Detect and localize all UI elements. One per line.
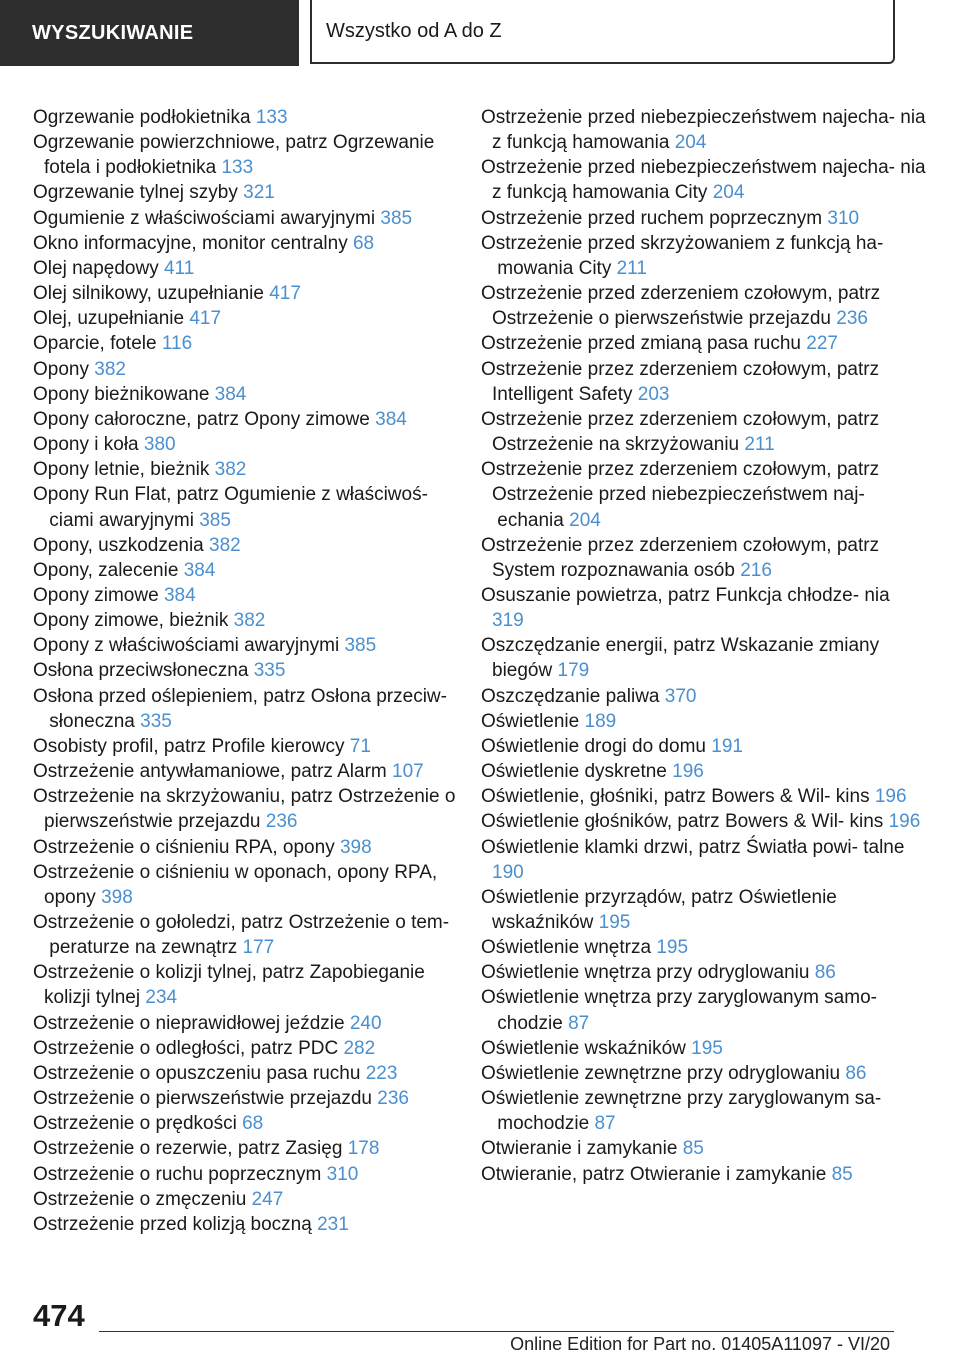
index-entry-term: Osuszanie powietrza, patrz Funkcja chłodze- nia xyxy=(481,584,890,606)
index-entry xyxy=(33,331,458,356)
index-entry-term: Oparcie, fotele xyxy=(33,333,157,355)
index-entry xyxy=(33,583,458,608)
index-entry xyxy=(33,784,458,834)
index-entry-term: Ostrzeżenie przed zmianą pasa ruchu xyxy=(481,333,801,355)
index-entry-term: Opony Run Flat, patrz Ogumienie z właściwoś- ciami awaryjnymi xyxy=(33,484,428,531)
index-entry xyxy=(481,784,926,809)
page-reference-link[interactable]: 227 xyxy=(806,333,838,355)
page-reference-link[interactable]: 384 xyxy=(163,584,196,606)
index-entry xyxy=(481,357,926,407)
index-entry xyxy=(33,1061,458,1086)
index-entry xyxy=(33,105,458,130)
index-entry xyxy=(33,432,458,457)
index-entry-term: Ostrzeżenie o ciśnieniu RPA, opony xyxy=(33,836,335,858)
edition-footer: Online Edition for Part no. 01405A11097 - VI/20 xyxy=(510,1334,890,1354)
index-entry-term: Olej silnikowy, uzupełnianie xyxy=(33,283,264,305)
index-entry-term: Opony, zalecenie xyxy=(33,559,179,581)
index-entry xyxy=(33,180,458,205)
page-reference-link[interactable]: 196 xyxy=(672,761,704,783)
index-entry-term: Oświetlenie wnętrza przy odryglowaniu xyxy=(481,962,810,984)
page-reference-link[interactable]: 398 xyxy=(339,836,372,858)
index-entry-term: Ostrzeżenie przed niebezpieczeństwem najecha- nia z funkcją hamowania xyxy=(481,107,926,154)
index-entry-term: Osobisty profil, patrz Profile kierowcy xyxy=(33,735,345,757)
index-entry xyxy=(33,558,458,583)
page-reference-link[interactable]: 335 xyxy=(253,660,286,682)
page-reference-link[interactable]: 385 xyxy=(199,509,231,531)
index-entry-term: Ostrzeżenie o nieprawidłowej jeździe xyxy=(33,1012,345,1034)
index-entry xyxy=(481,709,926,734)
index-entry-term: Ostrzeżenie o opuszczeniu pasa ruchu xyxy=(33,1062,361,1084)
index-entry xyxy=(481,1036,926,1061)
page-reference-link[interactable]: 87 xyxy=(568,1012,590,1034)
page-header xyxy=(0,0,960,66)
page-reference-link[interactable]: 107 xyxy=(392,761,424,783)
page-reference-link[interactable]: 417 xyxy=(189,308,222,330)
index-entry-term: Oświetlenie zewnętrzne przy odryglowaniu xyxy=(481,1062,841,1084)
index-entry-term: Oświetlenie dyskretne xyxy=(481,761,667,783)
index-entry-term: Oświetlenie klamki drzwi, patrz Światła powi- talne xyxy=(481,836,905,858)
page-reference-link[interactable]: 234 xyxy=(145,987,178,1009)
index-entry xyxy=(481,331,926,356)
index-entry-term: Ogrzewanie powierzchniowe, patrz Ogrzewanie fotela i podłokietnika xyxy=(33,132,435,179)
index-entry-term: Otwieranie i zamykanie xyxy=(481,1138,678,1160)
index-entry-term: Opony zimowe xyxy=(33,584,159,606)
index-entry-term: Oszczędzanie energii, patrz Wskazanie zmiany biegów xyxy=(481,635,880,682)
index-entry xyxy=(481,835,926,885)
index-entry-term: Ostrzeżenie o ciśnieniu w oponach, opony RPA, opony xyxy=(33,861,438,908)
index-entry xyxy=(33,684,458,734)
page-reference-link[interactable]: 382 xyxy=(233,610,266,632)
index-entry xyxy=(481,985,926,1035)
page-reference-link[interactable]: 335 xyxy=(140,710,172,732)
index-entry-term: Ostrzeżenie przez zderzeniem czołowym, patrz Ostrzeżenie przed niebezpieczeństwem naj- echania xyxy=(481,459,880,531)
index-column-right xyxy=(481,105,926,1187)
page-reference-link[interactable]: 236 xyxy=(377,1088,409,1110)
index-entry xyxy=(481,960,926,985)
index-entry-term: Ostrzeżenie przed ruchem poprzecznym xyxy=(481,207,823,229)
index-entry-term: Ostrzeżenie przez zderzeniem czołowym, patrz Intelligent Safety xyxy=(481,358,880,405)
page-reference-link[interactable]: 385 xyxy=(344,635,377,657)
index-entry xyxy=(481,281,926,331)
index-entry-term: Opony zimowe, bieżnik xyxy=(33,610,229,632)
page-reference-link[interactable]: 85 xyxy=(682,1138,704,1160)
page-reference-link[interactable]: 240 xyxy=(349,1012,382,1034)
page-reference-link[interactable]: 282 xyxy=(343,1037,376,1059)
index-entry xyxy=(33,1111,458,1136)
index-entry-term: Ostrzeżenie na skrzyżowaniu, patrz Ostrzeżenie o pierwszeństwie przejazdu xyxy=(33,786,456,833)
index-entry-term: Oświetlenie głośników, patrz Bowers & Wil- kins xyxy=(481,811,884,833)
index-entry xyxy=(481,407,926,457)
page-reference-link[interactable]: 385 xyxy=(380,207,413,229)
page-reference-link[interactable]: 236 xyxy=(265,811,298,833)
page-reference-link[interactable]: 85 xyxy=(831,1163,853,1185)
page-reference-link[interactable]: 382 xyxy=(209,534,241,556)
index-entry-term: Ostrzeżenie o zmęczeniu xyxy=(33,1188,247,1210)
page-reference-link[interactable]: 382 xyxy=(214,459,247,481)
index-entry-term: Oświetlenie drogi do domu xyxy=(481,735,706,757)
page-reference-link[interactable]: 68 xyxy=(352,232,375,254)
index-entry xyxy=(481,155,926,205)
index-entry-term: Ostrzeżenie przez zderzeniem czołowym, patrz Ostrzeżenie na skrzyżowaniu xyxy=(481,408,880,456)
index-entry xyxy=(481,105,926,155)
index-entry-term: Ogrzewanie podłokietnika xyxy=(33,107,251,128)
index-entry-term: Ostrzeżenie przez zderzeniem czołowym, patrz System rozpoznawania osób xyxy=(481,534,880,581)
index-entry xyxy=(481,1086,926,1136)
index-entry xyxy=(33,256,458,281)
page-reference-link[interactable]: 71 xyxy=(349,735,371,757)
index-entry-term: Oświetlenie wnętrza przy zaryglowanym samo- chodzie xyxy=(481,987,877,1034)
page-reference-link[interactable]: 380 xyxy=(143,434,176,456)
index-entry-term: Oświetlenie, głośniki, patrz Bowers & Wil- kins xyxy=(481,786,870,808)
index-entry-term: Opony całoroczne, patrz Opony zimowe xyxy=(33,408,370,430)
index-entry xyxy=(33,658,458,683)
index-entry xyxy=(481,206,926,231)
index-entry xyxy=(33,1086,458,1111)
index-entry xyxy=(33,130,458,180)
index-entry-term: Ostrzeżenie o prędkości xyxy=(33,1113,237,1135)
index-entry xyxy=(33,357,458,382)
page-reference-link[interactable]: 384 xyxy=(375,408,407,430)
page-reference-link[interactable]: 211 xyxy=(744,434,775,456)
index-entry-term: Opony xyxy=(33,358,89,380)
chapter-title-tab: Wszystko od A do Z xyxy=(310,0,895,64)
index-entry xyxy=(33,382,458,407)
index-entry-term: Otwieranie, patrz Otwieranie i zamykanie xyxy=(481,1163,827,1185)
page-reference-link[interactable]: 133 xyxy=(255,107,288,128)
index-entry-term: Oszczędzanie paliwa xyxy=(481,685,660,707)
index-entry-term: Olej, uzupełnianie xyxy=(33,308,185,330)
index-entry-term: Oświetlenie xyxy=(481,710,580,732)
page-reference-link[interactable]: 195 xyxy=(598,912,631,933)
index-entry xyxy=(33,910,458,960)
page-reference-link[interactable]: 236 xyxy=(836,308,868,330)
index-entry xyxy=(33,281,458,306)
page-reference-link[interactable]: 204 xyxy=(712,182,745,204)
index-entry xyxy=(33,734,458,759)
page-reference-link[interactable]: 116 xyxy=(161,333,193,355)
page-reference-link[interactable]: 382 xyxy=(94,358,126,380)
index-entry-term: Ostrzeżenie o odległości, patrz PDC xyxy=(33,1037,339,1059)
index-column-left xyxy=(33,105,458,1237)
page-reference-link[interactable]: 417 xyxy=(269,283,301,305)
page-reference-link[interactable]: 231 xyxy=(317,1213,349,1235)
index-entry xyxy=(481,734,926,759)
index-entry-term: Opony bieżnikowane xyxy=(33,383,210,405)
page-reference-link[interactable]: 178 xyxy=(347,1138,380,1160)
index-entry xyxy=(33,1136,458,1161)
index-entry-term: Ostrzeżenie przed niebezpieczeństwem najecha- nia z funkcją hamowania City xyxy=(481,157,926,204)
index-entry xyxy=(481,935,926,960)
section-tab[interactable]: WYSZUKIWANIE xyxy=(0,0,299,66)
index-entry-term: Ostrzeżenie o kolizji tylnej, patrz Zapobieganie kolizji tylnej xyxy=(33,962,425,1009)
index-entry xyxy=(33,1036,458,1061)
index-entry-term: Ogrzewanie tylnej szyby xyxy=(33,182,238,204)
index-entry xyxy=(481,231,926,281)
index-entry xyxy=(481,759,926,784)
page-reference-link[interactable]: 204 xyxy=(674,132,707,154)
index-entry xyxy=(33,306,458,331)
page-reference-link[interactable]: 68 xyxy=(242,1113,264,1135)
index-entry xyxy=(481,633,926,683)
index-entry-term: Ostrzeżenie o ruchu poprzecznym xyxy=(33,1163,322,1185)
index-entry-term: Ogumienie z właściwościami awaryjnymi xyxy=(33,207,376,229)
index-entry xyxy=(481,1061,926,1086)
page-reference-link[interactable]: 191 xyxy=(711,735,743,757)
page-reference-link[interactable]: 196 xyxy=(888,811,921,833)
index-entry-term: Ostrzeżenie przed skrzyżowaniem z funkcją ha- mowania City xyxy=(481,232,884,279)
page-reference-link[interactable]: 398 xyxy=(101,886,133,908)
index-entry xyxy=(33,231,458,256)
index-entry xyxy=(33,860,458,910)
index-entry-term: Ostrzeżenie o gołoledzi, patrz Ostrzeżenie o tem- peraturze na zewnątrz xyxy=(33,912,450,959)
page-reference-link[interactable]: 196 xyxy=(874,786,907,808)
index-entry-term: Osłona przed oślepieniem, patrz Osłona przeciw- słoneczna xyxy=(33,685,447,732)
index-entry-term: Ostrzeżenie o rezerwie, patrz Zasięg xyxy=(33,1138,343,1160)
index-entry-term: Oświetlenie wnętrza xyxy=(481,937,652,959)
index-entry xyxy=(481,583,926,633)
page-reference-link[interactable]: 411 xyxy=(163,257,195,279)
index-entry xyxy=(33,960,458,1010)
page-reference-link[interactable]: 247 xyxy=(251,1188,284,1210)
index-entry xyxy=(33,1011,458,1036)
page-reference-link[interactable]: 177 xyxy=(242,937,275,959)
page-reference-link[interactable]: 204 xyxy=(569,509,601,531)
page-number: 474 xyxy=(33,1298,85,1333)
index-entry xyxy=(33,533,458,558)
index-entry xyxy=(481,1136,926,1161)
index-entry xyxy=(33,1162,458,1187)
index-entry xyxy=(33,759,458,784)
index-entry xyxy=(33,633,458,658)
page-reference-link[interactable]: 195 xyxy=(691,1037,723,1059)
page-reference-link[interactable]: 321 xyxy=(243,182,275,204)
index-entry-term: Oświetlenie przyrządów, patrz Oświetlenie wskaźników xyxy=(481,886,837,933)
index-entry xyxy=(33,482,458,532)
index-entry-term: Opony, uszkodzenia xyxy=(33,534,204,556)
index-entry-term: Oświetlenie zewnętrzne przy zaryglowanym sa- mochodzie xyxy=(481,1088,882,1135)
page-reference-link[interactable]: 310 xyxy=(326,1163,359,1185)
index-entry-term: Opony i koła xyxy=(33,434,139,456)
page-reference-link[interactable]: 133 xyxy=(221,157,254,179)
page-reference-link[interactable]: 87 xyxy=(594,1113,616,1135)
page-reference-link[interactable]: 189 xyxy=(584,710,617,732)
index-entry-term: Opony z właściwościami awaryjnymi xyxy=(33,635,340,657)
index-entry xyxy=(481,533,926,583)
page-reference-link[interactable]: 211 xyxy=(616,257,647,279)
index-entry-term: Ostrzeżenie antywłamaniowe, patrz Alarm xyxy=(33,761,387,783)
index-entry xyxy=(33,1187,458,1212)
index-entry xyxy=(33,206,458,231)
page-reference-link[interactable]: 216 xyxy=(740,559,772,581)
index-entry xyxy=(33,457,458,482)
page-reference-link[interactable]: 384 xyxy=(214,383,247,405)
index-entry-term: Ostrzeżenie o pierwszeństwie przejazdu xyxy=(33,1088,372,1110)
page-reference-link[interactable]: 86 xyxy=(814,962,836,984)
index-entry xyxy=(33,608,458,633)
index-entry xyxy=(481,809,926,834)
index-entry-term: Opony letnie, bieżnik xyxy=(33,459,210,481)
footer-divider xyxy=(99,1331,894,1332)
index-entry-term: Oświetlenie wskaźników xyxy=(481,1037,686,1059)
index-entry-term: Ostrzeżenie przed kolizją boczną xyxy=(33,1213,312,1235)
page-reference-link[interactable]: 223 xyxy=(365,1062,398,1084)
page-reference-link[interactable]: 179 xyxy=(557,660,590,682)
page-reference-link[interactable]: 86 xyxy=(845,1062,867,1084)
index-entry xyxy=(481,1162,926,1187)
index-entry-term: Olej napędowy xyxy=(33,257,159,279)
index-entry xyxy=(33,407,458,432)
page-reference-link[interactable]: 190 xyxy=(492,861,524,883)
index-entry xyxy=(33,835,458,860)
index-entry-term: Osłona przeciwsłoneczna xyxy=(33,660,249,682)
index-entry xyxy=(481,885,926,935)
index-entry xyxy=(481,684,926,709)
page-reference-link[interactable]: 195 xyxy=(656,937,689,959)
index-entry xyxy=(481,457,926,532)
index-entry-term: Okno informacyjne, monitor centralny xyxy=(33,232,348,254)
page-reference-link[interactable]: 384 xyxy=(183,559,216,581)
index-entry xyxy=(33,1212,458,1237)
page-reference-link[interactable]: 310 xyxy=(827,207,860,229)
page-reference-link[interactable]: 370 xyxy=(664,685,697,707)
index-entry-term: Ostrzeżenie przed zderzeniem czołowym, patrz Ostrzeżenie o pierwszeństwie przejazdu xyxy=(481,283,881,330)
page-reference-link[interactable]: 319 xyxy=(492,610,524,632)
page-reference-link[interactable]: 203 xyxy=(637,383,670,405)
